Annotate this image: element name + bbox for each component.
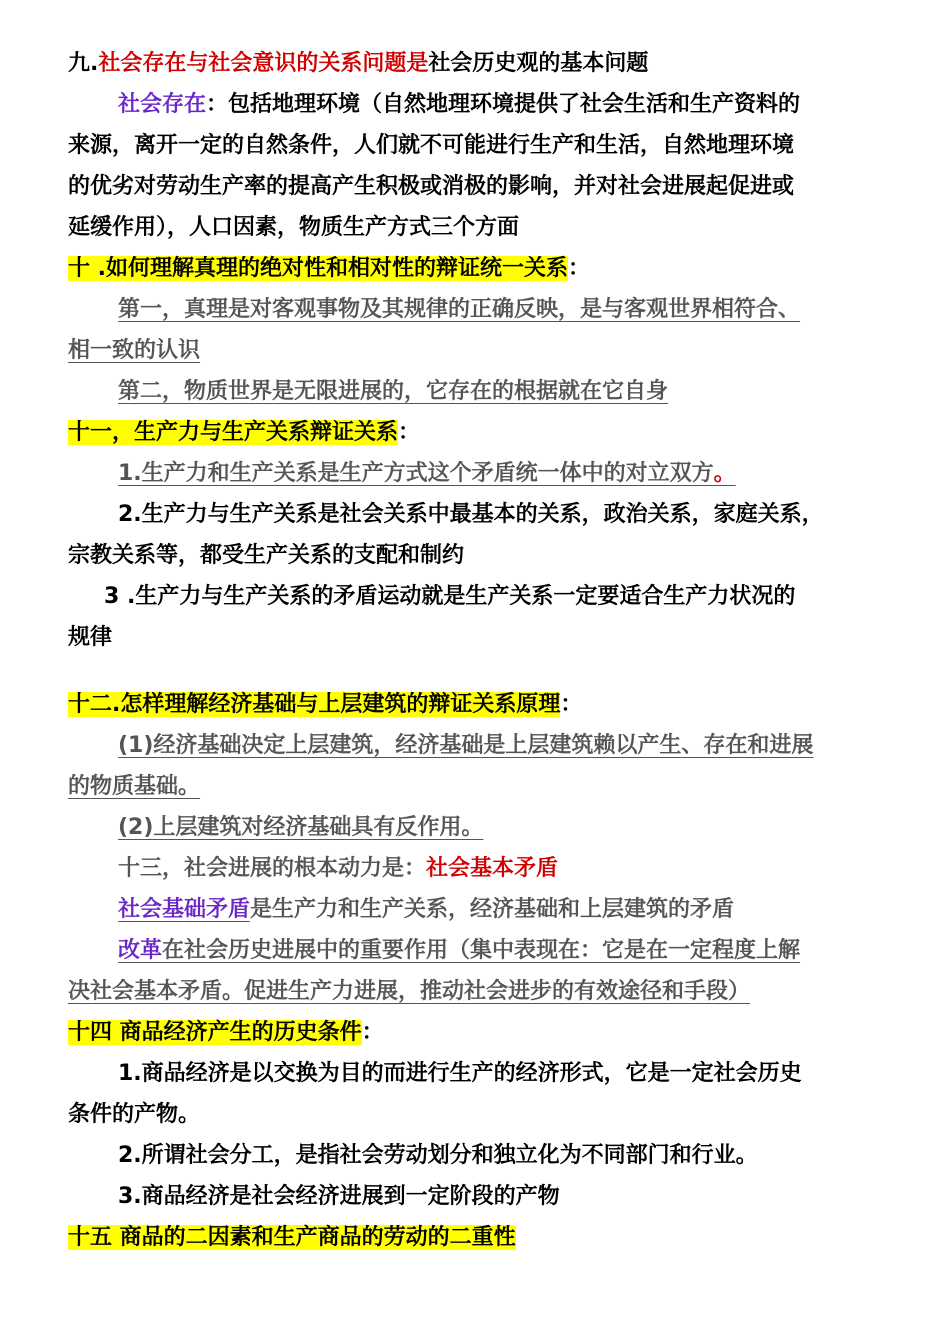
- section-9-heading: [68, 49, 648, 79]
- section-9-definition-line-4: 延缓作用），人口因素，物质生产方式三个方面: [68, 215, 520, 240]
- reform-text-2: 决社会基本矛盾。促进生产力进展，推动社会进步的有效途径和手段）: [68, 979, 751, 1004]
- section-10-point-2-text: 第二，物质世界是无限进展的，它存在的根据就在它自身: [118, 379, 669, 404]
- section-11-point-3-line-2: 规律: [68, 625, 113, 650]
- section-13-reform-line-1: [118, 936, 800, 966]
- section-12-point-1-text-1: (1)经济基础决定上层建筑，经济基础是上层建筑赖以产生、存在和进展: [118, 733, 814, 758]
- section-13-heading: [118, 854, 558, 884]
- reform-text-1: 在社会历史进展中的重要作用（集中表现在：它是在一定程度上解: [162, 938, 801, 963]
- section-12-heading: [68, 690, 582, 720]
- section-10-heading-highlight: 十 .如何理解真理的绝对性和相对性的辩证统一关系: [68, 256, 569, 281]
- section-13-lead: 十三，社会进展的根本动力是：: [118, 856, 427, 881]
- section-12-point-1-line-1: [118, 731, 813, 761]
- section-10-point-1-line-2: [68, 336, 200, 366]
- section-15-heading: [68, 1223, 516, 1253]
- section-14-colon: ：: [361, 1020, 384, 1045]
- section-9-definition-line-1: [118, 90, 800, 120]
- section-10-point-1-line-1: [118, 295, 800, 325]
- section-14-point-3: 3.商品经济是社会经济进展到一定阶段的产物: [118, 1184, 560, 1209]
- section-14-point-2: 2.所谓社会分工，是指社会劳动划分和独立化为不同部门和行业。: [118, 1143, 758, 1168]
- section-9-definition-line-3: 的优劣对劳动生产率的提高产生积极或消极的影响，并对社会进展起促进或: [68, 174, 795, 199]
- section-12-heading-highlight: 十二.怎样理解经济基础与上层建筑的辩证关系原理: [68, 692, 561, 717]
- section-11-colon: ：: [398, 420, 421, 445]
- section-11-heading: [68, 418, 420, 448]
- section-11-point-1-period: 。: [713, 461, 736, 486]
- section-14-heading-highlight: 十四 商品经济产生的历史条件: [68, 1020, 362, 1045]
- section-11-point-3-line-1: 3 .生产力与生产关系的矛盾运动就是生产关系一定要适合生产力状况的: [104, 584, 796, 609]
- basic-contradiction-term: 社会基础矛盾: [118, 897, 251, 922]
- section-9-def-text-1: ：包括地理环境（自然地理环境提供了社会生活和生产资料的: [206, 92, 801, 117]
- section-11-point-2-line-2: 宗教关系等，都受生产关系的支配和制约: [68, 543, 465, 568]
- section-12-point-2: [118, 813, 483, 843]
- section-11-heading-highlight: 十一，生产力与生产关系辩证关系: [68, 420, 399, 445]
- section-13-answer: 社会基本矛盾: [426, 856, 559, 881]
- section-12-colon: ：: [560, 692, 583, 717]
- section-11-point-2-line-1: 2.生产力与生产关系是社会关系中最基本的关系，政治关系，家庭关系，: [118, 502, 824, 527]
- section-12-point-1-line-2: [68, 772, 200, 802]
- section-14-heading: [68, 1018, 384, 1048]
- section-9-title-rest: 社会历史观的基本问题: [428, 51, 649, 76]
- section-10-point-2: [118, 377, 668, 407]
- section-12-point-1-text-2: 的物质基础。: [68, 774, 201, 799]
- section-10-point-1-text-1: 第一，真理是对客观事物及其规律的正确反映，是与客观世界相符合、: [118, 297, 801, 322]
- section-15-heading-highlight: 十五 商品的二因素和生产商品的劳动的二重性: [68, 1225, 516, 1250]
- section-12-point-2-text: (2)上层建筑对经济基础具有反作用。: [118, 815, 484, 840]
- section-10-point-1-text-2: 相一致的认识: [68, 338, 201, 363]
- social-existence-term: 社会存在: [118, 92, 207, 117]
- section-11-point-1: [118, 459, 746, 489]
- section-9-title-red: 社会存在与社会意识的关系问题是: [98, 51, 429, 76]
- section-14-point-1-line-2: 条件的产物。: [68, 1102, 201, 1127]
- section-10-colon: ：: [568, 256, 591, 281]
- reform-term: 改革: [118, 938, 163, 963]
- section-13-basic-contradiction: [118, 895, 734, 925]
- section-14-point-1-line-1: 1.商品经济是以交换为目的而进行生产的经济形式，它是一定社会历史: [118, 1061, 802, 1086]
- section-11-point-1-text: 1.生产力和生产关系是生产方式这个矛盾统一体中的对立双方: [118, 461, 714, 486]
- section-10-heading: [68, 254, 590, 284]
- section-13-reform-line-2: [68, 977, 750, 1007]
- section-9-number: 九.: [68, 51, 99, 76]
- basic-contradiction-text: 是生产力和生产关系，经济基础和上层建筑的矛盾: [250, 897, 735, 922]
- section-9-definition-line-2: 来源，离开一定的自然条件，人们就不可能进行生产和生活，自然地理环境: [68, 133, 795, 158]
